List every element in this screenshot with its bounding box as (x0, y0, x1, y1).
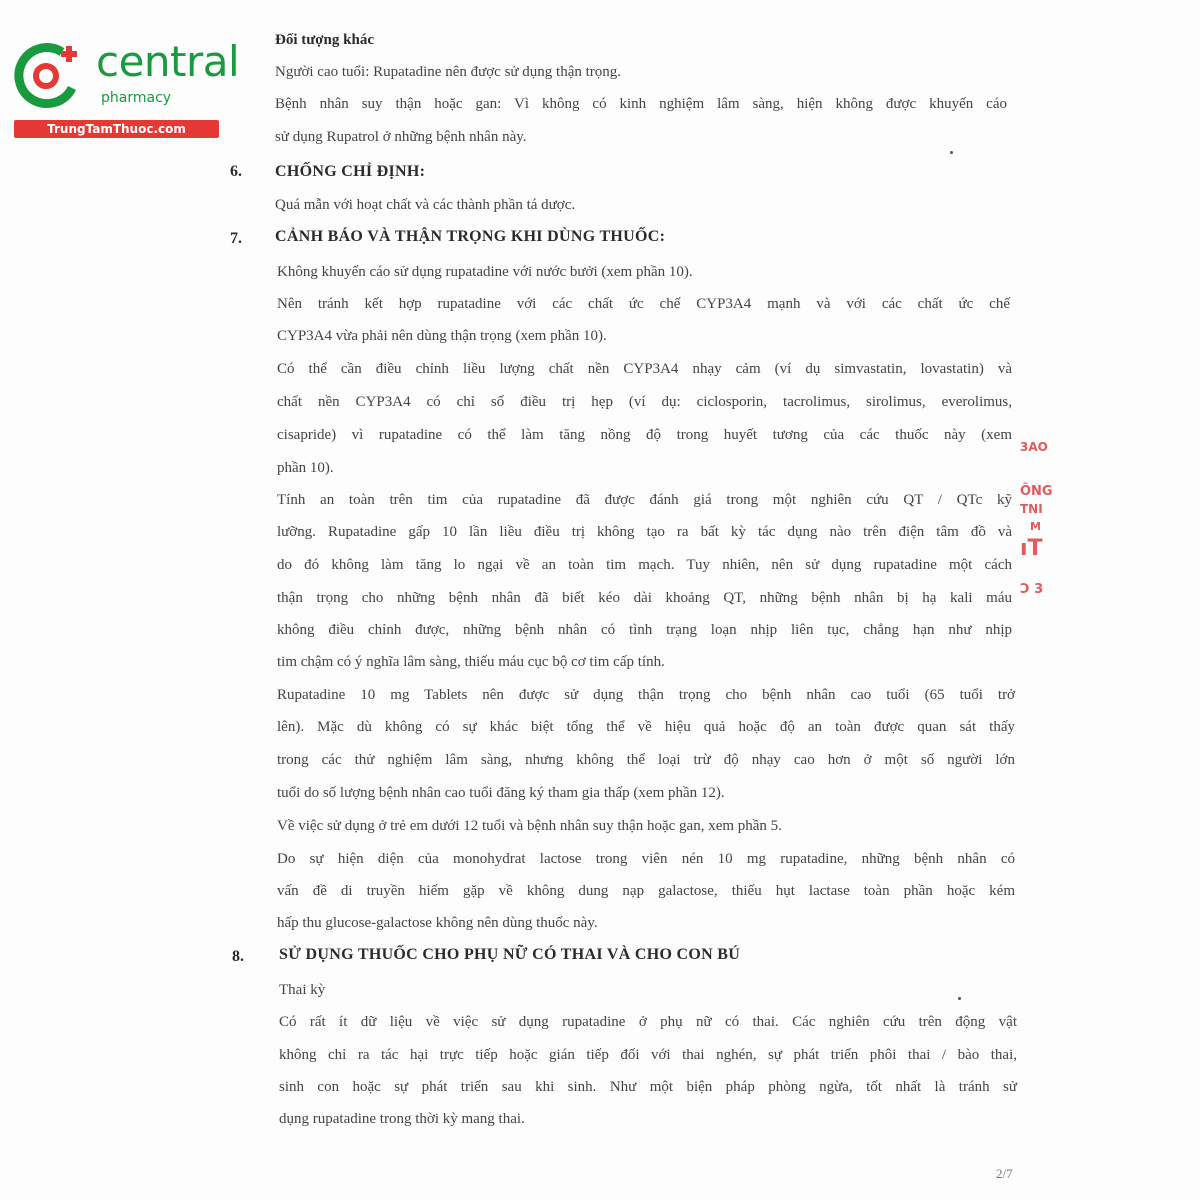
paragraph-line: tim chậm có ý nghĩa lâm sàng, thiếu máu cục bộ cơ tim cấp tính. (277, 654, 665, 670)
subsection-title: Thai kỳ (279, 982, 326, 998)
paragraph-line: tuổi do số lượng bệnh nhân cao tuổi đăng ký tham gia thấp (xem phần 12). (277, 785, 725, 801)
paragraph-line: Có rất ít dữ liệu về việc sử dụng rupatadine ở phụ nữ có thai. Các nghiên cứu trên động vật (279, 1014, 1017, 1030)
paragraph-line: Bệnh nhân suy thận hoặc gan: Vì không có kinh nghiệm lâm sàng, hiện không được khuyến cáo (275, 96, 1007, 112)
section-6-title: CHỐNG CHỈ ĐỊNH: (275, 163, 426, 180)
stamp-text: M (1030, 520, 1041, 533)
paragraph-line: Nên tránh kết hợp rupatadine với các chất ức chế CYP3A4 mạnh và với các chất ức chế (277, 296, 1010, 312)
paragraph-line: sinh con hoặc sự phát triển sau khi sinh. Như một biện pháp phòng ngừa, tốt nhất là tránh sử (279, 1079, 1017, 1095)
stamp-text: 3AO (1020, 440, 1048, 454)
logo-website: TrungTamThuoc.com (14, 120, 219, 138)
stamp-text: ıT (1020, 536, 1043, 561)
paragraph-line: phần 10). (277, 460, 334, 476)
logo-subtitle: pharmacy (101, 90, 172, 106)
stamp-text: ÔNG (1020, 484, 1053, 499)
paragraph-line: trong các thử nghiệm lâm sàng, nhưng không thể loại trừ độ nhạy cao hơn ở một số người lớn (277, 752, 1015, 768)
paragraph-line: lưỡng. Rupatadine gấp 10 lần liều điều trị không tạo ra bất kỳ tác dụng nào trên điện tâm đồ và (277, 524, 1012, 540)
page-number: 2/7 (996, 1166, 1013, 1181)
paragraph-line: Người cao tuổi: Rupatadine nên được sử dụng thận trọng. (275, 64, 622, 80)
paragraph-line: cisapride) vì rupatadine có thể làm tăng nồng độ trong huyết tương của các thuốc này (xem (277, 427, 1012, 443)
stamp-text: Ɔ 3 (1020, 582, 1044, 597)
paragraph-line: Không khuyến cáo sử dụng rupatadine với nước bưởi (xem phần 10). (277, 264, 693, 280)
paragraph-line: sử dụng Rupatrol ở những bệnh nhân này. (275, 129, 527, 145)
paragraph-line: vấn đề di truyền hiếm gặp về không dung nạp galactose, thiếu hụt lactase toàn phần hoặc kém (277, 883, 1015, 899)
paragraph-line: không chỉ ra tác hại trực tiếp hoặc gián tiếp đối với thai nghén, sự phát triển phôi thai / bào thai, (279, 1047, 1017, 1063)
paragraph-line: Do sự hiện diện của monohydrat lactose trong viên nén 10 mg rupatadine, những bệnh nhân có (277, 851, 1015, 867)
section-8-number: 8. (232, 948, 244, 965)
other-subjects-heading: Đối tượng khác (275, 32, 374, 48)
paragraph-line: CYP3A4 vừa phải nên dùng thận trọng (xem phần 10). (277, 328, 607, 344)
stamp-text: TNI (1020, 502, 1043, 516)
logo-wordmark: central (96, 37, 240, 86)
paragraph-line: do đó không làm tăng lo ngại về an toàn tim mạch. Tuy nhiên, nên sử dụng rupatadine một cách (277, 557, 1012, 573)
paragraph-line: thận trọng cho những bệnh nhân đã biết kéo dài khoảng QT, những bệnh nhân bị hạ kali máu (277, 590, 1012, 606)
section-7-number: 7. (230, 230, 242, 247)
section-8-title: SỬ DỤNG THUỐC CHO PHỤ NỮ CÓ THAI VÀ CHO CON BÚ (279, 946, 741, 963)
scan-speck (958, 997, 961, 1000)
paragraph-line: Về việc sử dụng ở trẻ em dưới 12 tuổi và bệnh nhân suy thận hoặc gan, xem phần 5. (277, 818, 782, 834)
paragraph-line: chất nền CYP3A4 có chỉ số điều trị hẹp (ví dụ: ciclosporin, tacrolimus, sirolimus, everolimus, (277, 394, 1012, 410)
red-stamp-fragment (1018, 436, 1058, 608)
paragraph-line: Rupatadine 10 mg Tablets nên được sử dụng thận trọng cho bệnh nhân cao tuổi (65 tuổi trở (277, 687, 1015, 703)
section-7-title: CẢNH BÁO VÀ THẬN TRỌNG KHI DÙNG THUỐC: (275, 228, 666, 245)
section-6-number: 6. (230, 163, 242, 180)
paragraph-line: hấp thu glucose-galactose không nên dùng thuốc này. (277, 915, 598, 931)
paragraph-line: Tính an toàn trên tim của rupatadine đã được đánh giá trong một nghiên cứu QT / QTc kỹ (277, 492, 1012, 508)
paragraph-line: lên). Mặc dù không có sự khác biệt tổng thể về hiệu quả hoặc độ an toàn được quan sát thấy (277, 719, 1015, 735)
paragraph-line: Có thể cần điều chỉnh liều lượng chất nền CYP3A4 nhạy cảm (ví dụ simvastatin, lovastatin) và (277, 361, 1012, 377)
paragraph-line: dụng rupatadine trong thời kỳ mang thai. (279, 1111, 525, 1127)
scan-speck (950, 151, 953, 154)
paragraph-line: Quá mẫn với hoạt chất và các thành phần tá dược. (275, 197, 576, 213)
paragraph-line: không điều chỉnh được, những bệnh nhân có tình trạng loạn nhịp liên tục, chẳng hạn như nhịp (277, 622, 1012, 638)
